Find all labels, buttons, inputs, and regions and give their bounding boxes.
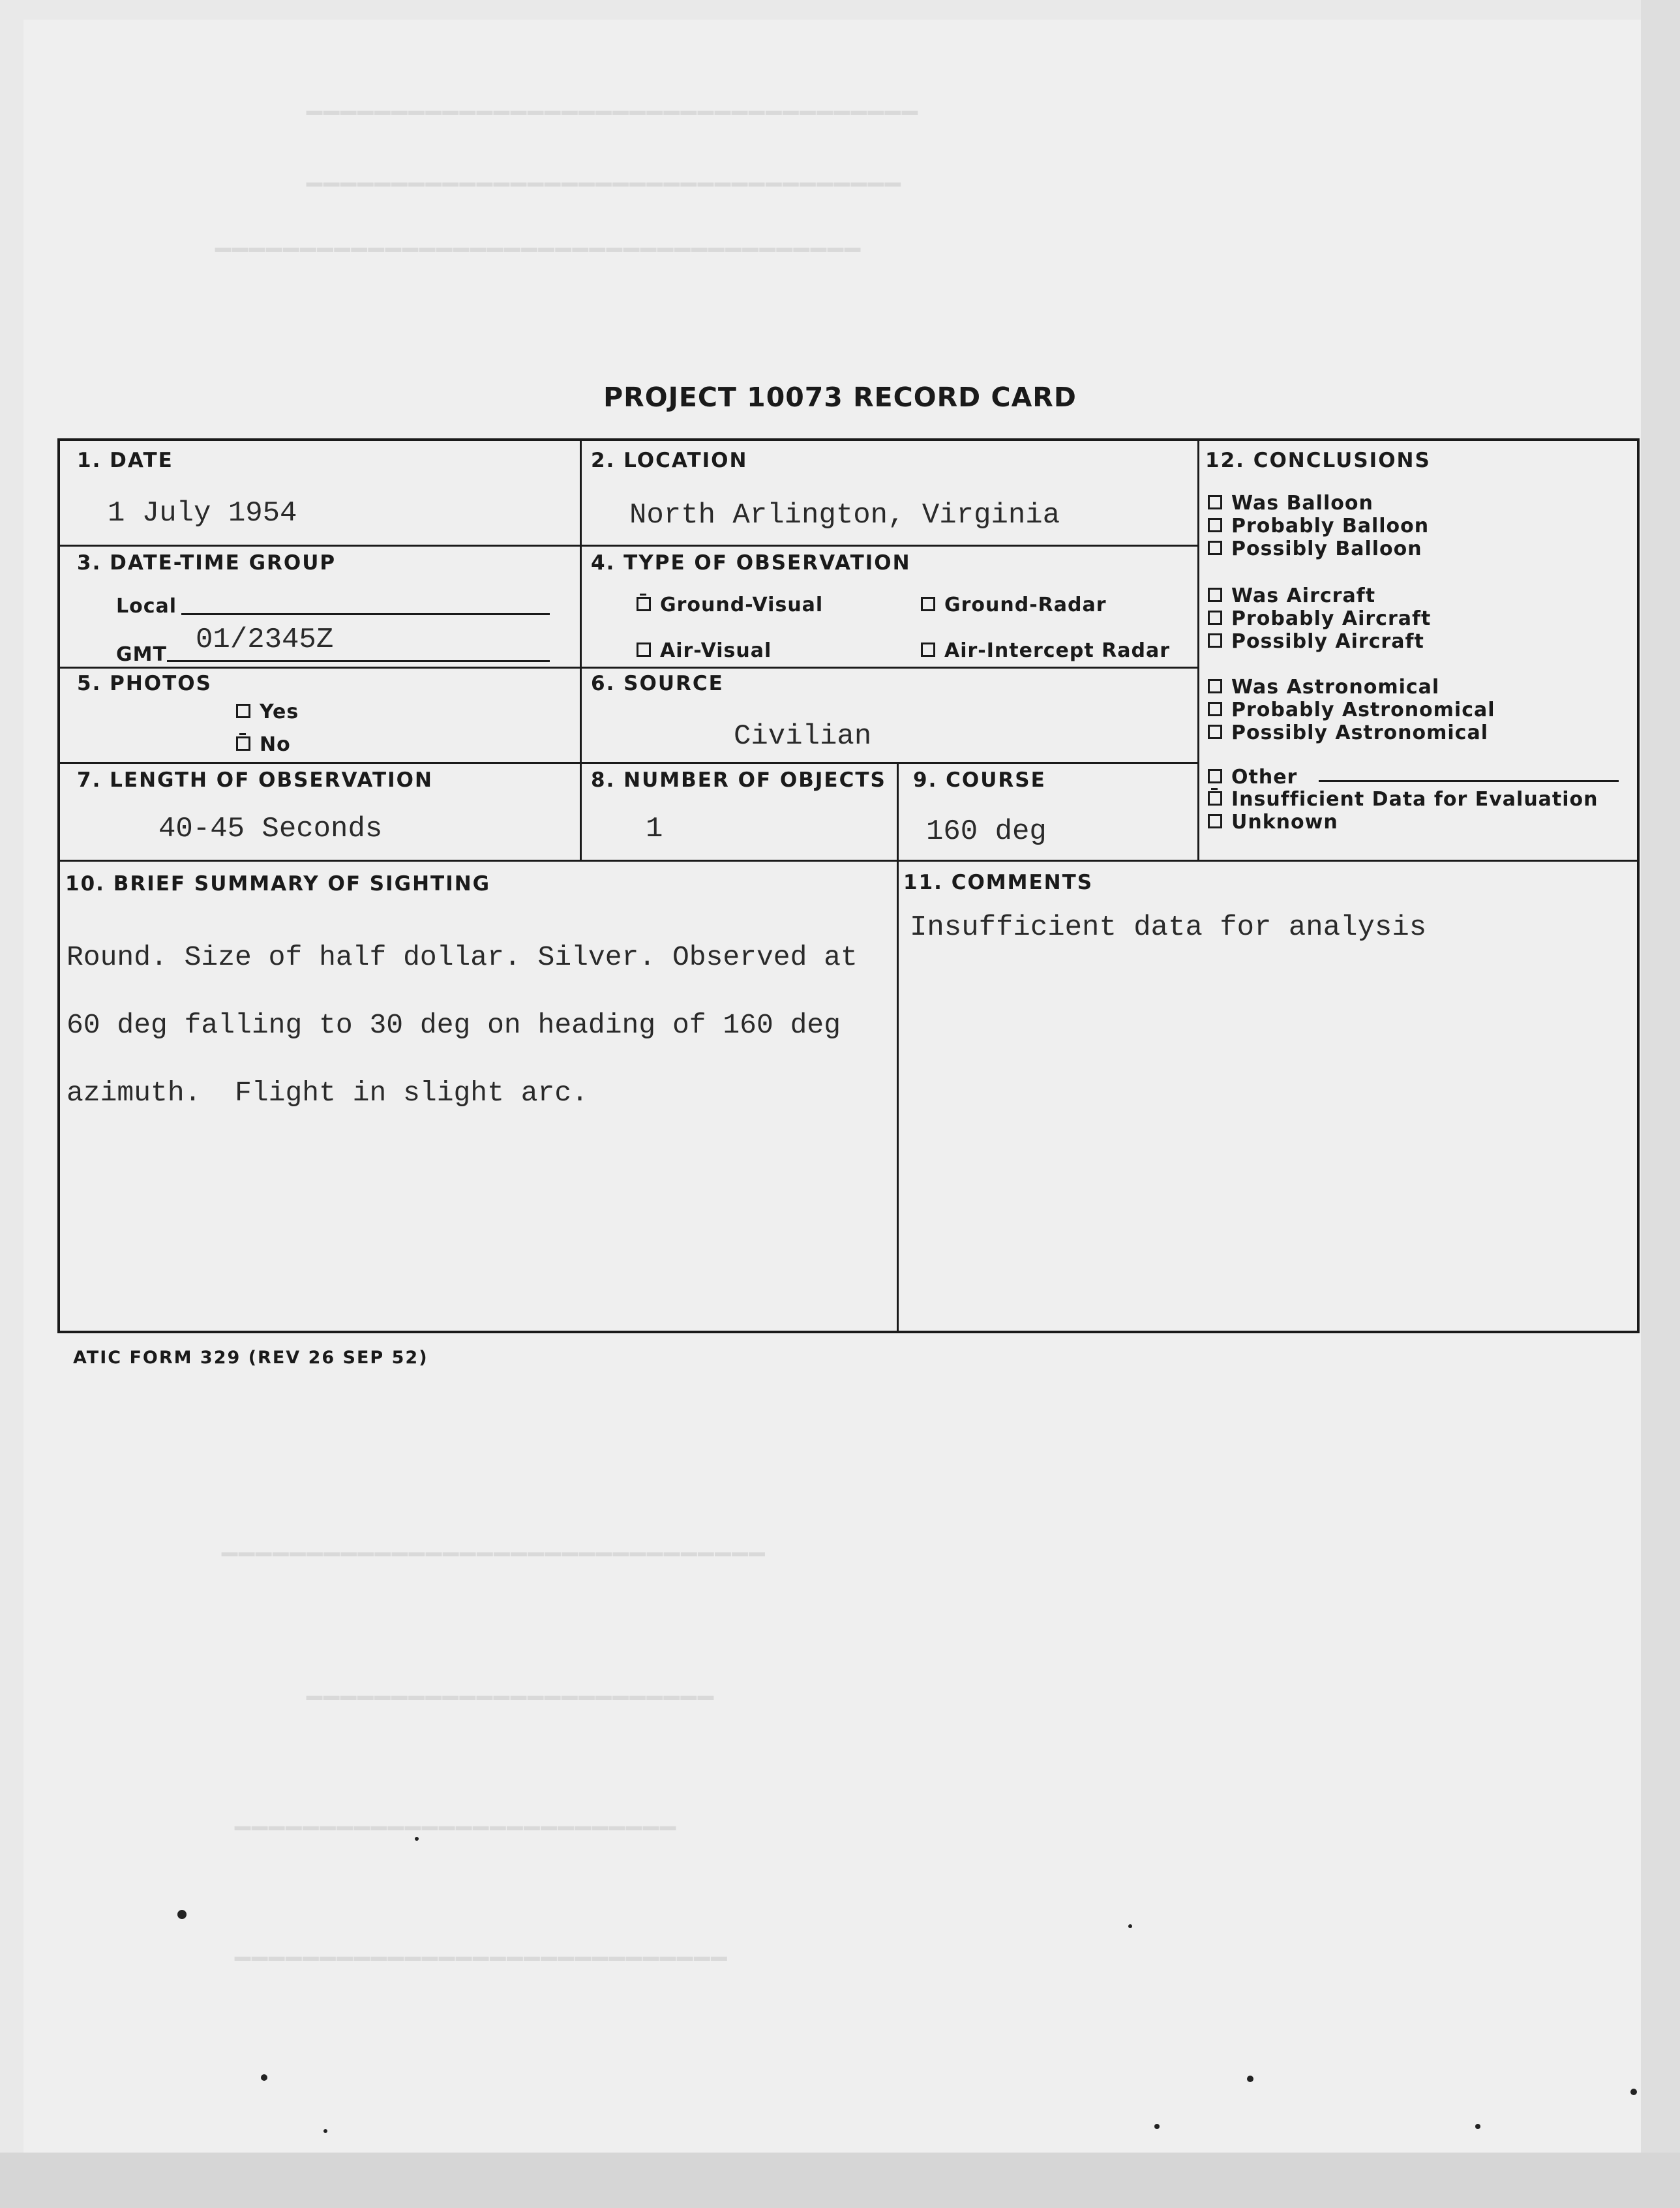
bleed-through-texture: ▁▁▁▁▁▁▁▁▁▁▁▁▁▁▁▁▁▁▁▁▁▁▁▁▁▁▁▁▁: [235, 1931, 728, 1961]
scan-speck: [261, 2074, 267, 2081]
divider: [580, 441, 582, 862]
summary-label: 10. BRIEF SUMMARY OF SIGHTING: [65, 872, 491, 896]
other-line: [1319, 780, 1619, 782]
checkbox: [1208, 495, 1222, 509]
divider: [1197, 441, 1199, 862]
checkbox: [637, 643, 651, 657]
source-label: 6. SOURCE: [591, 672, 724, 695]
conclusion-option: Probably Aircraft: [1208, 607, 1431, 630]
conclusion-option: Probably Balloon: [1208, 515, 1429, 537]
conclusions-label: 12. CONCLUSIONS: [1205, 449, 1431, 472]
local-line: [181, 613, 550, 615]
date-time-group-label: 3. DATE-TIME GROUP: [77, 551, 337, 575]
conclusion-option: Was Aircraft: [1208, 584, 1375, 607]
checkbox: [1208, 702, 1222, 716]
checkbox: [1208, 769, 1222, 783]
option-ground-visual: Ground-Visual: [637, 594, 823, 616]
checkbox: [1208, 541, 1222, 555]
location-value: North Arlington, Virginia: [629, 499, 1060, 532]
conclusion-option: Possibly Astronomical: [1208, 721, 1488, 744]
scan-speck: [1128, 1924, 1132, 1928]
divider: [60, 545, 1199, 547]
date-value: 1 July 1954: [108, 497, 297, 530]
checkbox-checked: [1208, 791, 1222, 806]
comments-value: Insufficient data for analysis: [910, 911, 1427, 944]
conclusion-option-other: Other: [1208, 766, 1297, 789]
conclusion-option: Possibly Balloon: [1208, 537, 1422, 560]
scan-speck: [323, 2129, 327, 2133]
divider: [60, 762, 1199, 764]
summary-line: 60 deg falling to 30 deg on heading of 160 deg: [67, 1009, 841, 1041]
checkbox: [1208, 633, 1222, 648]
divider: [60, 860, 1637, 862]
photos-option-no: No: [236, 733, 291, 756]
conclusion-option-insufficient-data: Insufficient Data for Evaluation: [1208, 788, 1598, 811]
scan-speck: [1630, 2089, 1637, 2095]
checkbox: [921, 597, 935, 611]
gmt-value: 01/2345Z: [196, 624, 334, 656]
summary-line: Round. Size of half dollar. Silver. Observed at: [67, 941, 858, 973]
checkbox: [1208, 679, 1222, 693]
checkbox: [236, 704, 250, 718]
checkbox-checked: [637, 597, 651, 611]
checkbox-checked: [236, 736, 250, 751]
bleed-through-texture: ▁▁▁▁▁▁▁▁▁▁▁▁▁▁▁▁▁▁▁▁▁▁▁▁▁▁▁▁▁▁▁▁▁▁▁▁: [307, 85, 919, 115]
conclusion-option: Was Astronomical: [1208, 676, 1439, 699]
summary-line: azimuth. Flight in slight arc.: [67, 1077, 588, 1109]
gmt-label: GMT: [116, 643, 167, 666]
scan-speck: [177, 1910, 187, 1919]
card-title: PROJECT 10073 RECORD CARD: [603, 382, 1077, 413]
summary-text: [67, 907, 895, 1144]
number-of-objects-value: 1: [646, 813, 663, 845]
comments-label: 11. COMMENTS: [903, 871, 1094, 894]
scan-speck: [1154, 2124, 1160, 2129]
bleed-through-texture: ▁▁▁▁▁▁▁▁▁▁▁▁▁▁▁▁▁▁▁▁▁▁▁▁▁▁: [235, 1800, 678, 1830]
checkbox: [921, 643, 935, 657]
bleed-through-texture: ▁▁▁▁▁▁▁▁▁▁▁▁▁▁▁▁▁▁▁▁▁▁▁▁: [307, 1670, 715, 1700]
checkbox: [1208, 725, 1222, 739]
checkbox: [1208, 588, 1222, 602]
bleed-through-texture: ▁▁▁▁▁▁▁▁▁▁▁▁▁▁▁▁▁▁▁▁▁▁▁▁▁▁▁▁▁▁▁▁: [222, 1526, 766, 1556]
photos-option-yes: Yes: [236, 701, 299, 723]
scan-edge-right: [1641, 0, 1680, 2208]
gmt-line: [167, 660, 550, 662]
option-air-visual: Air-Visual: [637, 639, 772, 662]
bleed-through-texture: ▁▁▁▁▁▁▁▁▁▁▁▁▁▁▁▁▁▁▁▁▁▁▁▁▁▁▁▁▁▁▁▁▁▁▁▁▁▁: [215, 222, 862, 252]
checkbox: [1208, 611, 1222, 625]
form-id: ATIC FORM 329 (REV 26 SEP 52): [73, 1348, 428, 1368]
scan-speck: [1247, 2076, 1253, 2082]
checkbox: [1208, 518, 1222, 532]
length-of-observation-label: 7. LENGTH OF OBSERVATION: [77, 768, 433, 792]
scan-speck: [1475, 2124, 1480, 2129]
photos-label: 5. PHOTOS: [77, 672, 212, 695]
location-label: 2. LOCATION: [591, 449, 748, 472]
conclusion-option: Unknown: [1208, 811, 1338, 834]
option-air-intercept-radar: Air-Intercept Radar: [921, 639, 1170, 662]
conclusion-option: Probably Astronomical: [1208, 699, 1495, 721]
length-of-observation-value: 40-45 Seconds: [158, 813, 383, 845]
scan-speck: [415, 1837, 419, 1841]
option-ground-radar: Ground-Radar: [921, 594, 1107, 616]
number-of-objects-label: 8. NUMBER OF OBJECTS: [591, 768, 886, 792]
checkbox: [1208, 814, 1222, 828]
local-label: Local: [116, 595, 177, 618]
conclusion-option: Was Balloon: [1208, 492, 1373, 515]
scan-edge-bottom: [0, 2153, 1680, 2208]
divider: [60, 667, 1199, 669]
divider: [897, 762, 899, 1331]
conclusion-option: Possibly Aircraft: [1208, 630, 1424, 653]
bleed-through-texture: ▁▁▁▁▁▁▁▁▁▁▁▁▁▁▁▁▁▁▁▁▁▁▁▁▁▁▁▁▁▁▁▁▁▁▁: [307, 157, 902, 187]
source-value: Civilian: [734, 720, 872, 753]
date-label: 1. DATE: [77, 449, 173, 472]
type-of-observation-label: 4. TYPE OF OBSERVATION: [591, 551, 911, 575]
course-value: 160 deg: [926, 815, 1047, 848]
course-label: 9. COURSE: [913, 768, 1046, 792]
